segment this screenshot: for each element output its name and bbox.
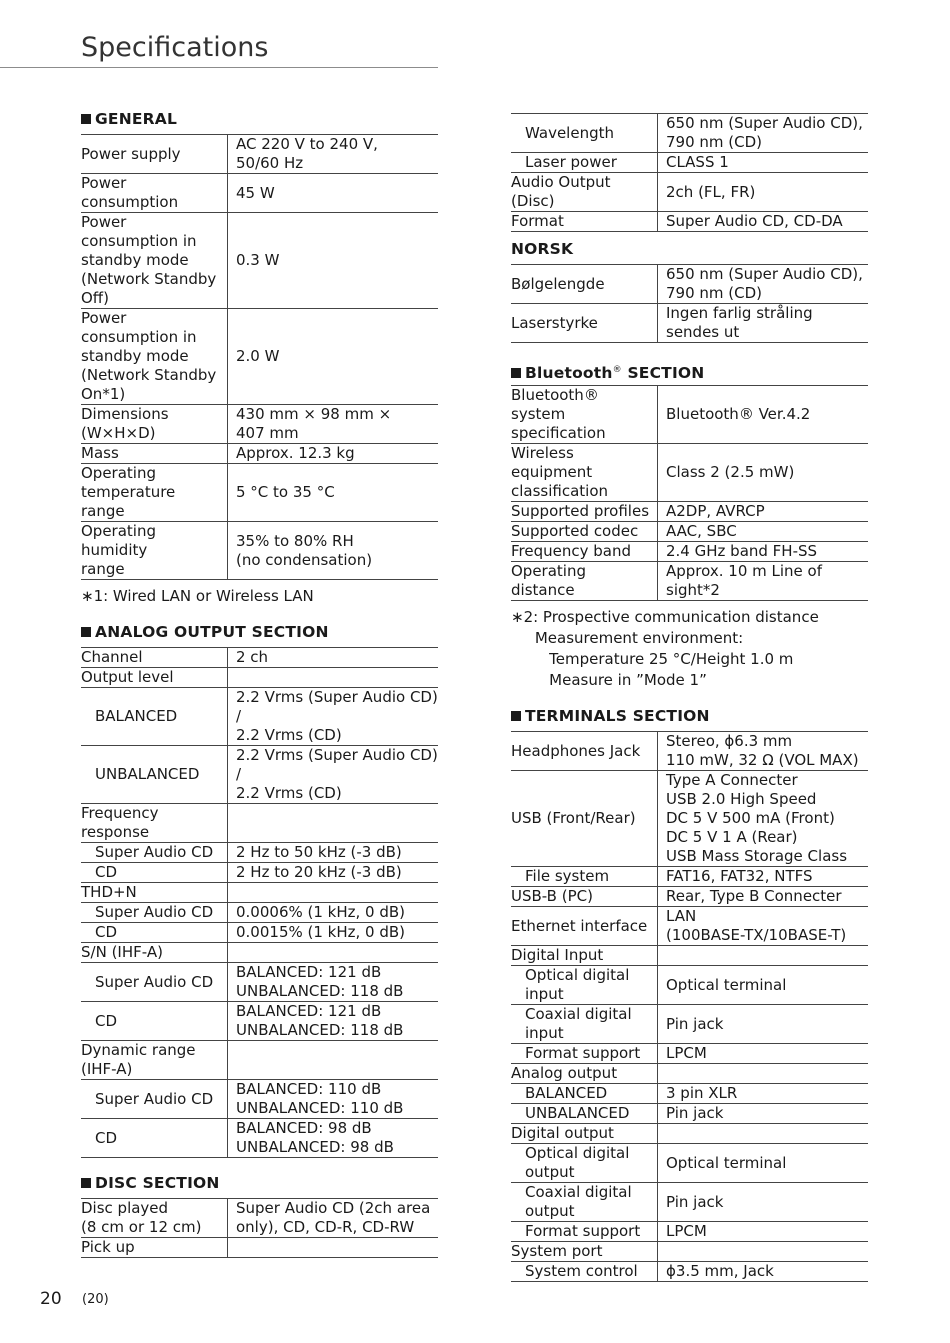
spec-row bbox=[511, 966, 868, 1005]
spec-value: Optical terminal bbox=[657, 1144, 868, 1182]
spec-row bbox=[511, 867, 868, 887]
square-bullet-icon bbox=[81, 1178, 91, 1188]
spec-row bbox=[511, 907, 868, 946]
spec-row bbox=[81, 444, 438, 464]
spec-row bbox=[511, 1242, 868, 1262]
spec-label: Optical digital input bbox=[525, 966, 630, 1003]
spec-label: Ethernet interface bbox=[511, 916, 648, 935]
spec-label: File system bbox=[525, 867, 610, 885]
spec-row bbox=[511, 946, 868, 966]
square-bullet-icon bbox=[81, 114, 91, 124]
spec-row bbox=[511, 732, 868, 771]
spec-row bbox=[511, 1104, 868, 1124]
norsk-section-title: NORSK bbox=[511, 240, 574, 258]
spec-row bbox=[81, 943, 438, 963]
spec-value: 430 mm × 98 mm × 407 mm bbox=[227, 405, 438, 443]
spec-label: Audio Output (Disc) bbox=[511, 173, 611, 210]
spec-value: FAT16, FAT32, NTFS bbox=[657, 867, 868, 886]
spec-value: Optical terminal bbox=[657, 966, 868, 1004]
page-title: Specifications bbox=[81, 32, 269, 63]
spec-value: Approx. 10 m Line of sight*2 bbox=[657, 562, 868, 600]
spec-value: 2.2 Vrms (Super Audio CD) / 2.2 Vrms (CD) bbox=[227, 746, 438, 803]
spec-value: 0.0006% (1 kHz, 0 dB) bbox=[227, 903, 438, 922]
disc-section-title: DISC SECTION bbox=[81, 1172, 438, 1194]
spec-value: 3 pin XLR bbox=[657, 1084, 868, 1103]
spec-value: Super Audio CD, CD-DA bbox=[657, 212, 868, 231]
spec-value: LPCM bbox=[657, 1222, 868, 1241]
spec-row bbox=[511, 386, 868, 444]
right-column bbox=[511, 113, 868, 1282]
spec-label: Analog output bbox=[511, 1064, 618, 1082]
spec-value: 35% to 80% RH (no condensation) bbox=[227, 522, 438, 579]
spec-value: 45 W bbox=[227, 174, 438, 212]
spec-label: CD bbox=[95, 863, 118, 881]
spec-label: Operating humidity range bbox=[81, 522, 156, 578]
spec-label: Bølgelengde bbox=[511, 274, 605, 293]
bluetooth-footnote: ∗2: Prospective communication distance Measurement environment: Temperature 25 °C/Height 1.0 m Measure in ”Mode 1” bbox=[511, 608, 819, 689]
spec-value: Pin jack bbox=[657, 1005, 868, 1043]
spec-value bbox=[227, 1238, 438, 1257]
spec-value: ϕ3.5 mm, Jack bbox=[657, 1262, 868, 1281]
bluetooth-table bbox=[511, 385, 868, 601]
spec-row bbox=[511, 771, 868, 867]
spec-row bbox=[81, 804, 438, 843]
spec-row bbox=[511, 562, 868, 601]
spec-label: Format bbox=[511, 212, 564, 230]
spec-row bbox=[81, 883, 438, 903]
spec-row bbox=[511, 1183, 868, 1222]
spec-value: Pin jack bbox=[657, 1183, 868, 1221]
spec-value: LPCM bbox=[657, 1044, 868, 1063]
spec-label: UNBALANCED bbox=[95, 765, 200, 783]
disc-table bbox=[81, 1198, 438, 1258]
spec-label: Supported profiles bbox=[511, 502, 650, 520]
spec-label: Coaxial digital input bbox=[525, 1005, 632, 1042]
spec-value: BALANCED: 110 dB UNBALANCED: 110 dB bbox=[227, 1080, 438, 1118]
spec-row bbox=[81, 1080, 438, 1119]
spec-label: Dimensions (W×H×D) bbox=[81, 405, 169, 442]
spec-value: BALANCED: 121 dB UNBALANCED: 118 dB bbox=[227, 963, 438, 1001]
spec-row bbox=[81, 135, 438, 174]
spec-label: BALANCED bbox=[95, 707, 178, 725]
spec-value: AC 220 V to 240 V, 50/60 Hz bbox=[227, 135, 438, 173]
spec-label: Disc played (8 cm or 12 cm) bbox=[81, 1199, 202, 1236]
spec-row bbox=[511, 1222, 868, 1242]
spec-row bbox=[511, 1044, 868, 1064]
spec-label: Super Audio CD bbox=[95, 903, 214, 921]
spec-row bbox=[511, 114, 868, 153]
spec-label: Format support bbox=[525, 1222, 641, 1240]
general-footnote: ∗1: Wired LAN or Wireless LAN bbox=[81, 587, 314, 605]
spec-row bbox=[81, 863, 438, 883]
square-bullet-icon bbox=[511, 711, 521, 721]
spec-row bbox=[511, 1144, 868, 1183]
spec-value: 2 Hz to 50 kHz (-3 dB) bbox=[227, 843, 438, 862]
spec-value: 650 nm (Super Audio CD), 790 nm (CD) bbox=[657, 265, 868, 303]
spec-label: Dynamic range (IHF-A) bbox=[81, 1041, 196, 1078]
spec-row bbox=[511, 153, 868, 173]
spec-row bbox=[81, 1238, 438, 1258]
spec-row bbox=[511, 522, 868, 542]
spec-label: CD bbox=[95, 923, 118, 941]
spec-label: Power consumption bbox=[81, 174, 179, 211]
spec-value bbox=[657, 946, 868, 965]
spec-value: Approx. 12.3 kg bbox=[227, 444, 438, 463]
spec-value bbox=[657, 1124, 868, 1143]
spec-value bbox=[657, 1242, 868, 1261]
spec-row bbox=[511, 1124, 868, 1144]
spec-label: Power consumption in standby mode (Network Standby Off) bbox=[81, 213, 217, 307]
spec-label: Bluetooth® system specification bbox=[511, 386, 606, 442]
spec-row bbox=[511, 265, 868, 304]
spec-value: 2ch (FL, FR) bbox=[657, 173, 868, 211]
spec-value: Type A Connecter USB 2.0 High Speed DC 5 V 500 mA (Front) DC 5 V 1 A (Rear) USB Mass Storage Class bbox=[657, 771, 868, 866]
norsk-table bbox=[511, 264, 868, 343]
spec-label: Coaxial digital output bbox=[525, 1183, 632, 1220]
spec-value bbox=[227, 668, 438, 687]
page-sub-number: (20) bbox=[82, 1292, 109, 1307]
spec-label: Optical digital output bbox=[525, 1144, 630, 1181]
spec-value: 2 Hz to 20 kHz (-3 dB) bbox=[227, 863, 438, 882]
spec-label: Wireless equipment classification bbox=[511, 444, 609, 500]
spec-label: UNBALANCED bbox=[525, 1104, 630, 1122]
spec-value: BALANCED: 121 dB UNBALANCED: 118 dB bbox=[227, 1002, 438, 1040]
spec-label: Operating temperature range bbox=[81, 464, 176, 520]
spec-row bbox=[81, 688, 438, 746]
bluetooth-section-title: Bluetooth® SECTION bbox=[511, 359, 868, 381]
spec-value: CLASS 1 bbox=[657, 153, 868, 172]
spec-row bbox=[511, 542, 868, 562]
spec-value: 2.2 Vrms (Super Audio CD) / 2.2 Vrms (CD) bbox=[227, 688, 438, 745]
spec-row bbox=[81, 746, 438, 804]
spec-label: Output level bbox=[81, 668, 174, 686]
spec-label: System port bbox=[511, 1242, 603, 1260]
left-column bbox=[81, 108, 438, 1258]
spec-row bbox=[511, 173, 868, 212]
spec-value: 2.4 GHz band FH-SS bbox=[657, 542, 868, 561]
spec-label: Frequency band bbox=[511, 542, 631, 560]
spec-row bbox=[81, 648, 438, 668]
spec-row bbox=[81, 903, 438, 923]
spec-value: Class 2 (2.5 mW) bbox=[657, 444, 868, 501]
spec-label: Channel bbox=[81, 648, 143, 666]
spec-value: Stereo, ϕ6.3 mm 110 mW, 32 Ω (VOL MAX) bbox=[657, 732, 868, 770]
spec-value: Super Audio CD (2ch area only), CD, CD-R, CD-RW bbox=[227, 1199, 438, 1237]
spec-label: Pick up bbox=[81, 1238, 135, 1256]
spec-value: Ingen farlig stråling sendes ut bbox=[657, 304, 868, 342]
spec-label: Digital Input bbox=[511, 946, 604, 964]
analog-table bbox=[81, 647, 438, 1158]
spec-row bbox=[81, 1199, 438, 1238]
spec-label: Super Audio CD bbox=[95, 1089, 214, 1108]
spec-value bbox=[227, 1041, 438, 1079]
spec-value: 0.0015% (1 kHz, 0 dB) bbox=[227, 923, 438, 942]
spec-label: Format support bbox=[525, 1044, 641, 1062]
square-bullet-icon bbox=[81, 627, 91, 637]
spec-row bbox=[511, 1084, 868, 1104]
spec-row bbox=[81, 963, 438, 1002]
spec-row bbox=[81, 668, 438, 688]
spec-value: 2.0 W bbox=[227, 309, 438, 404]
title-divider bbox=[0, 67, 438, 68]
spec-row bbox=[81, 1002, 438, 1041]
spec-label: Laserstyrke bbox=[511, 313, 598, 332]
spec-row bbox=[81, 522, 438, 580]
spec-row bbox=[511, 887, 868, 907]
spec-row bbox=[81, 1041, 438, 1080]
spec-label: Super Audio CD bbox=[95, 843, 214, 861]
spec-label: Supported codec bbox=[511, 522, 639, 540]
analog-section-title: ANALOG OUTPUT SECTION bbox=[81, 621, 438, 643]
spec-row bbox=[511, 1262, 868, 1282]
spec-label: CD bbox=[95, 1128, 118, 1147]
spec-row bbox=[81, 1119, 438, 1158]
spec-label: Laser power bbox=[525, 153, 617, 171]
spec-row bbox=[81, 309, 438, 405]
terminals-section-title: TERMINALS SECTION bbox=[511, 705, 868, 727]
spec-row bbox=[81, 464, 438, 522]
spec-row bbox=[511, 212, 868, 232]
spec-label: Wavelength bbox=[525, 123, 614, 142]
spec-row bbox=[511, 1064, 868, 1084]
spec-label: USB-B (PC) bbox=[511, 887, 593, 905]
spec-value: Rear, Type B Connecter bbox=[657, 887, 868, 906]
spec-value: 650 nm (Super Audio CD), 790 nm (CD) bbox=[657, 114, 868, 152]
spec-value: 2 ch bbox=[227, 648, 438, 667]
spec-label: THD+N bbox=[81, 883, 137, 901]
spec-label: Power consumption in standby mode (Network Standby On*1) bbox=[81, 309, 217, 403]
square-bullet-icon bbox=[511, 368, 521, 378]
spec-label: Mass bbox=[81, 444, 119, 462]
spec-value bbox=[657, 1064, 868, 1083]
spec-label: System control bbox=[525, 1262, 638, 1280]
page-number: 20 bbox=[40, 1289, 62, 1309]
spec-label: Super Audio CD bbox=[95, 972, 214, 991]
spec-row bbox=[81, 213, 438, 309]
spec-label: CD bbox=[95, 1011, 118, 1030]
spec-value: A2DP, AVRCP bbox=[657, 502, 868, 521]
pickup-table bbox=[511, 113, 868, 232]
spec-row bbox=[81, 923, 438, 943]
spec-value: LAN (100BASE-TX/10BASE-T) bbox=[657, 907, 868, 945]
spec-label: USB (Front/Rear) bbox=[511, 809, 636, 827]
spec-value bbox=[227, 943, 438, 962]
spec-label: Headphones Jack bbox=[511, 741, 641, 760]
terminals-table bbox=[511, 731, 868, 1282]
spec-row bbox=[81, 843, 438, 863]
spec-label: BALANCED bbox=[525, 1084, 608, 1102]
spec-label: Digital output bbox=[511, 1124, 614, 1142]
spec-label: Power supply bbox=[81, 144, 181, 163]
spec-value: 5 °C to 35 °C bbox=[227, 464, 438, 521]
spec-value: AAC, SBC bbox=[657, 522, 868, 541]
spec-value bbox=[227, 804, 438, 842]
spec-label: Operating distance bbox=[511, 562, 586, 599]
spec-value: Pin jack bbox=[657, 1104, 868, 1123]
spec-row bbox=[81, 405, 438, 444]
spec-row bbox=[511, 502, 868, 522]
spec-value: 0.3 W bbox=[227, 213, 438, 308]
general-section-title: GENERAL bbox=[81, 108, 438, 130]
spec-row bbox=[511, 444, 868, 502]
spec-row bbox=[81, 174, 438, 213]
spec-label: Frequency response bbox=[81, 804, 159, 841]
spec-value: BALANCED: 98 dB UNBALANCED: 98 dB bbox=[227, 1119, 438, 1157]
spec-row bbox=[511, 304, 868, 343]
spec-value: Bluetooth® Ver.4.2 bbox=[657, 386, 868, 443]
spec-row bbox=[511, 1005, 868, 1044]
general-table bbox=[81, 134, 438, 580]
spec-label: S/N (IHF-A) bbox=[81, 943, 163, 961]
spec-value bbox=[227, 883, 438, 902]
